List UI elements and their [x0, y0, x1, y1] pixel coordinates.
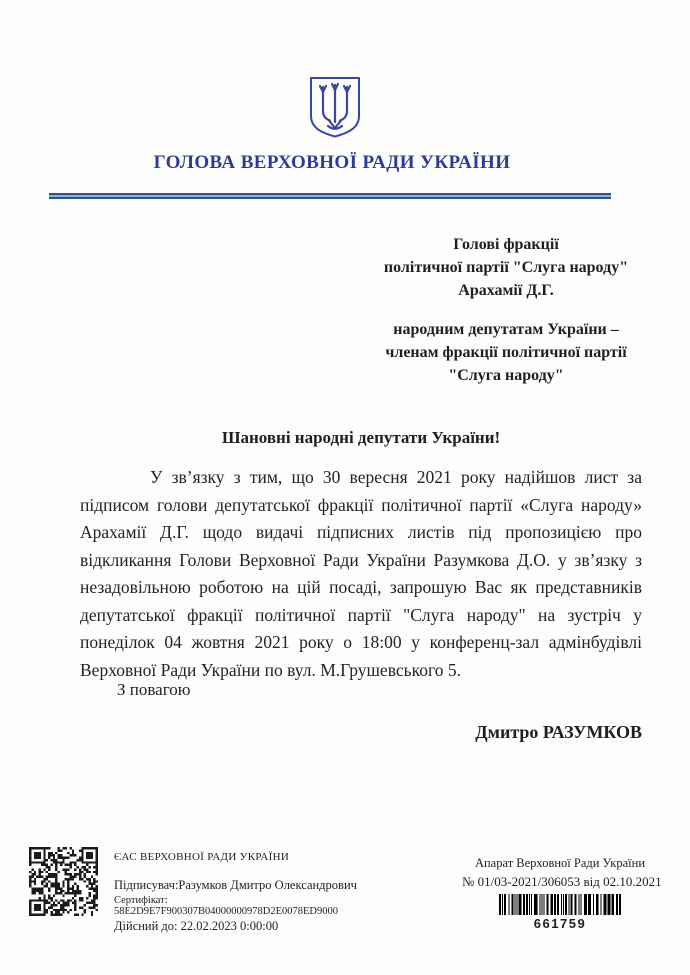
signer-name: Дмитро РАЗУМКОВ	[475, 722, 642, 742]
letter-body-paragraph: У зв’язку з тим, що 30 вересня 2021 року надійшов лист за підписом голови депутатської фракції політичної партії «Слуга народу» Арахамії Д.Г. щодо видачі підписних листів під пропозицією про відкликання Голови Верховної Ради України Разумкова Д.О. у зв’язку з незадовільною роботою на цій посаді, запрошую Вас як представників депутатської фракції політичної партії "Слуга народу" на зустріч у понеділок 04 жовтня 2021 року о 18:00 у конференц-зал адмінбудівлі Верховної Ради України по вул. М.Грушевського 5.	[80, 467, 642, 680]
qr-code-icon	[29, 847, 98, 918]
barcode-icon	[499, 894, 621, 915]
recipient-line: членам фракції політичної партії	[385, 344, 627, 361]
office-label: Апарат Верховної Ради України	[474, 856, 646, 870]
registration-number: № 01/03-2021/306053 від 02.10.2021	[462, 874, 662, 889]
salutation: Шановні народні депутати України!	[221, 428, 501, 447]
letterhead-title: ГОЛОВА ВЕРХОВНОЇ РАДИ УКРАЇНИ	[153, 152, 511, 173]
recipient-line: Арахамії Д.Г.	[458, 282, 554, 299]
recipient-line: "Слуга народу"	[448, 367, 564, 384]
eas-system-label: ЄАС ВЕРХОВНОЇ РАДИ УКРАЇНИ	[114, 851, 290, 863]
recipient-line: політичної партії "Слуга народу"	[383, 259, 629, 276]
valid-until-label: Дійсний до: 22.02.2023 0:00:00	[114, 919, 279, 933]
recipient-line: народним депутатам України –	[393, 321, 619, 338]
digital-signature-stamp	[114, 851, 394, 934]
certificate-label: Сертифікат: 58E2D9E7F900307B04000000978D2E0078ED9000	[114, 895, 338, 917]
recipient-line: Голові фракції	[453, 236, 559, 253]
letterhead-divider	[49, 193, 611, 199]
signer-label: Підписувач:Разумков Дмитро Олександрович	[114, 878, 357, 892]
registration-stamp	[462, 856, 662, 931]
ukraine-trident-emblem-icon	[307, 76, 363, 138]
recipient-block	[375, 233, 637, 387]
closing-phrase: З повагою	[117, 680, 191, 699]
barcode-number: 661759	[533, 916, 587, 931]
